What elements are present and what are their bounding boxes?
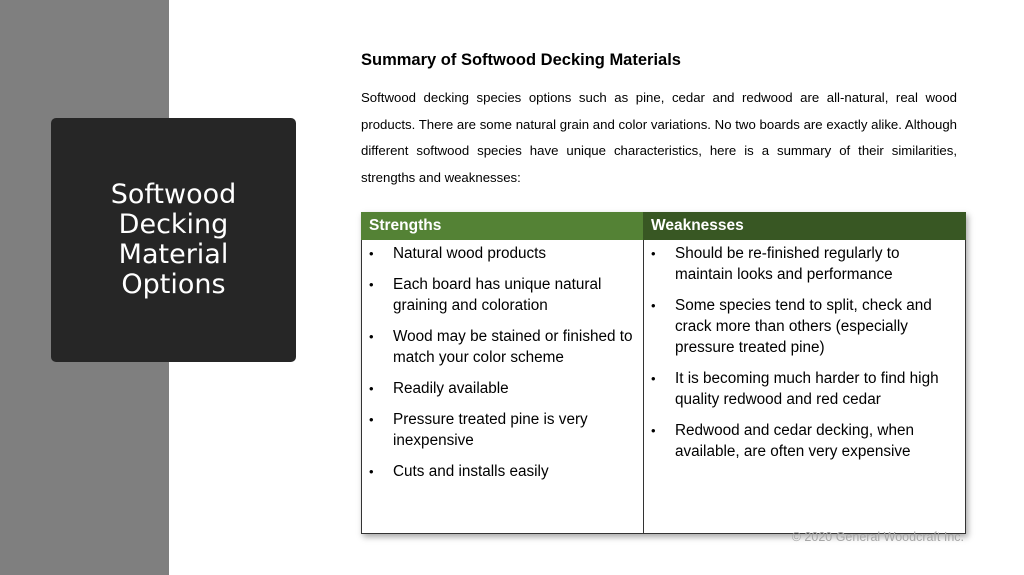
- copyright-notice: © 2020 General Woodcraft Inc.: [791, 530, 964, 544]
- list-item: [362, 461, 635, 482]
- title-box: [51, 118, 296, 362]
- bullet-icon: •: [369, 246, 374, 261]
- strength-text: Pressure treated pine is very inexpensive: [393, 411, 588, 449]
- weakness-text: It is becoming much harder to find high quality redwood and red cedar: [675, 370, 939, 408]
- list-item: [362, 243, 635, 264]
- bullet-icon: •: [651, 371, 656, 386]
- bullet-icon: •: [651, 423, 656, 438]
- list-item: [362, 409, 635, 451]
- comparison-table: [361, 212, 966, 534]
- list-item: [644, 368, 957, 410]
- list-item: [644, 295, 957, 358]
- strengths-column: [361, 212, 643, 534]
- list-item: [362, 274, 635, 316]
- strength-text: Readily available: [393, 380, 509, 397]
- strength-text: Cuts and installs easily: [393, 463, 549, 480]
- strengths-cell: [361, 240, 643, 534]
- list-item: [644, 243, 957, 285]
- strengths-list: [362, 243, 635, 482]
- list-item: [362, 378, 635, 399]
- bullet-icon: •: [651, 246, 656, 261]
- weaknesses-header: Weaknesses: [643, 212, 966, 240]
- list-item: [362, 326, 635, 368]
- weaknesses-column: [643, 212, 966, 534]
- slide-title: Softwood Decking Material Options: [110, 179, 237, 300]
- summary-heading: Summary of Softwood Decking Materials: [361, 51, 681, 69]
- weaknesses-list: [644, 243, 957, 462]
- bullet-icon: •: [651, 298, 656, 313]
- weakness-text: Some species tend to split, check and crack more than others (especially pressure treated pine): [675, 297, 932, 356]
- bullet-icon: •: [369, 464, 374, 479]
- strength-text: Each board has unique natural graining and coloration: [393, 276, 602, 314]
- list-item: [644, 420, 957, 462]
- bullet-icon: •: [369, 329, 374, 344]
- bullet-icon: •: [369, 381, 374, 396]
- intro-paragraph: Softwood decking species options such as pine, cedar and redwood are all-natural, real wood products. There are some natural grain and color variations. No two boards are exactly alike. Although different softwood species have unique characteristics, here is a summary of their similarities, strengths and weaknesses:: [361, 90, 957, 185]
- weaknesses-cell: [643, 240, 966, 534]
- weakness-text: Should be re-finished regularly to maintain looks and performance: [675, 245, 900, 283]
- strength-text: Wood may be stained or finished to match your color scheme: [393, 328, 633, 366]
- bullet-icon: •: [369, 412, 374, 427]
- strengths-header: Strengths: [361, 212, 643, 240]
- strength-text: Natural wood products: [393, 245, 547, 262]
- weakness-text: Redwood and cedar decking, when available, are often very expensive: [675, 422, 914, 460]
- bullet-icon: •: [369, 277, 374, 292]
